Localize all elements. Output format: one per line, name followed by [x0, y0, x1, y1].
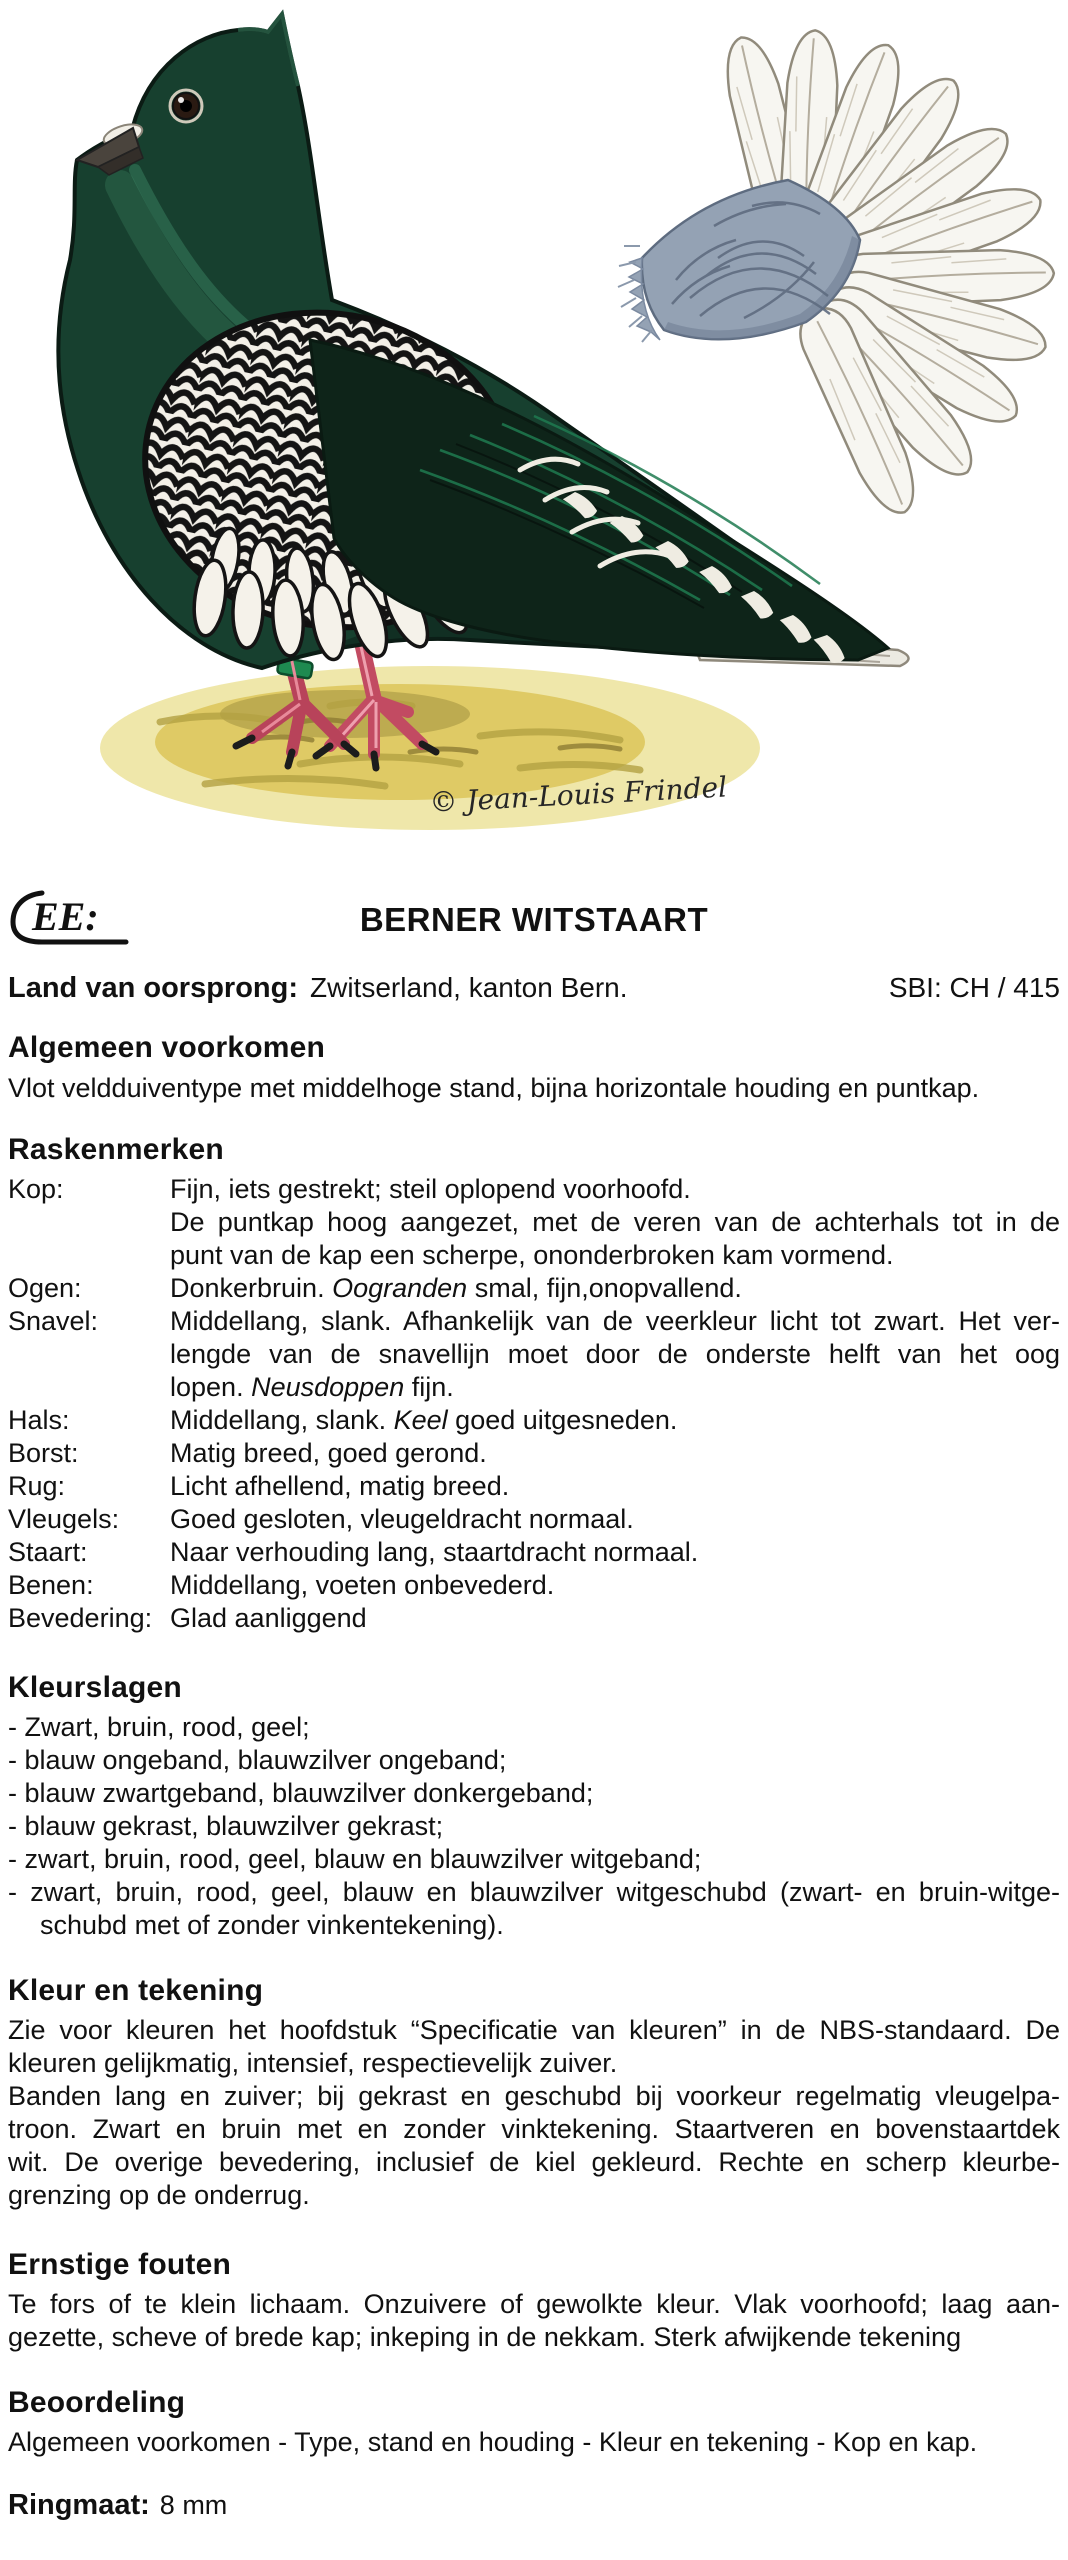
run-italic: Neusdoppen — [251, 1372, 405, 1402]
ras-term: Kop: — [8, 1174, 64, 1204]
ras-desc: Naar verhouding lang, staartdracht normaal. — [170, 1537, 699, 1567]
section-raskenmerken — [0, 1133, 1068, 1635]
kleurslag-item: - blauw gekrast, blauwzilver gekrast; — [8, 1811, 444, 1841]
ras-term: Hals: — [8, 1405, 70, 1435]
ras-desc: Middellang, voeten onbevederd. — [170, 1570, 555, 1600]
ras-term: Borst: — [8, 1438, 79, 1468]
heading-kleur-en-tekening: Kleur en tekening — [8, 1974, 264, 2007]
section-ernstige-fouten — [0, 2248, 1068, 2354]
heading-beoordeling: Beoordeling — [8, 2386, 186, 2419]
ras-line: De puntkap hoog aangezet, met de veren van de achterhals tot in de — [170, 1207, 1060, 1237]
ras-term: Rug: — [8, 1471, 66, 1501]
ras-line: Fijn, iets gestrekt; steil oplopend voorhoofd. — [170, 1174, 691, 1204]
run-italic: Oogranden — [332, 1273, 468, 1303]
ras-term: Ogen: — [8, 1273, 82, 1303]
ras-desc — [170, 1404, 1060, 1437]
kleur-line: Banden lang en zuiver; bij gekrast en geschubd bij voorkeur regelmatig vleugelpa- — [8, 2081, 1060, 2111]
artist-signature: © Jean-Louis Frindel — [428, 770, 728, 819]
ras-line — [170, 1272, 1060, 1305]
section-kleurslagen — [0, 1671, 1068, 1942]
kleurslag-item: - blauw ongeband, blauwzilver ongeband; — [8, 1745, 507, 1775]
ras-desc: Licht afhellend, matig breed. — [170, 1471, 510, 1501]
ras-line: Middellang, slank. Afhankelijk van de veerkleur licht tot zwart. Het ver- — [170, 1306, 1060, 1336]
run: smal, fijn,onopvallend. — [467, 1273, 742, 1303]
run: lopen. — [170, 1372, 252, 1402]
ras-term: Vleugels: — [8, 1504, 120, 1534]
ras-term: Staart: — [8, 1537, 88, 1567]
ras-desc: Goed gesloten, vleugeldracht normaal. — [170, 1504, 634, 1534]
ras-row-borst — [8, 1437, 1060, 1470]
kleurslag-item: - blauw zwartgeband, blauwzilver donkergeband; — [8, 1778, 594, 1808]
algemeen-text: Vlot veldduiventype met middelhoge stand, bijna horizontale houding en puntkap. — [8, 1073, 980, 1103]
kleur-line: troon. Zwart en bruin met en zonder vinktekening. Staartveren en bovenstaartdek — [8, 2114, 1060, 2144]
ras-term: Snavel: — [8, 1306, 99, 1336]
ras-line: punt van de kap een scherpe, ononderbroken kam vormend. — [170, 1240, 894, 1270]
heading-algemeen: Algemeen voorkomen — [8, 1031, 326, 1064]
sbi-code: SBI: CH / 415 — [888, 972, 1060, 1003]
ras-row-rug — [8, 1470, 1060, 1503]
ringmaat-label: Ringmaat: — [8, 2489, 150, 2521]
kleur-line: wit. De overige bevedering, inclusief de kiel gekleurd. Rechte en scherp kleurbe- — [8, 2147, 1060, 2177]
tail-fan-illustration — [618, 29, 1055, 523]
ras-row-ogen — [8, 1272, 1060, 1305]
ras-desc: Matig breed, goed gerond. — [170, 1438, 487, 1468]
ras-row-benen — [8, 1569, 1060, 1602]
ras-desc: Glad aanliggend — [170, 1603, 367, 1633]
section-kleur-en-tekening — [0, 1974, 1068, 2212]
fouten-line: Te fors of te klein lichaam. Onzuivere of gewolkte kleur. Vlak voorhoofd; laag aan- — [8, 2289, 1060, 2319]
heading-ernstige-fouten: Ernstige fouten — [8, 2248, 232, 2281]
page-title: BERNER WITSTAART — [359, 901, 709, 938]
pigeon-artwork — [0, 0, 1068, 880]
ras-desc — [170, 1173, 1060, 1272]
kleurslag-item-continuation: schubd met of zonder vinkentekening). — [40, 1910, 504, 1940]
ras-line: lengde van de snavellijn moet door de onderste helft van het oog — [170, 1339, 1060, 1369]
kleur-line: Zie voor kleuren het hoofdstuk “Specificatie van kleuren” in de NBS-standaard. De — [8, 2015, 1060, 2045]
run: goed uitgesneden. — [447, 1405, 678, 1435]
heading-kleurslagen: Kleurslagen — [8, 1671, 182, 1704]
ras-line — [170, 1371, 1060, 1404]
ras-row-kop — [8, 1173, 1060, 1272]
beoordeling-text: Algemeen voorkomen - Type, stand en houding - Kleur en tekening - Kop en kap. — [8, 2427, 978, 2457]
ras-row-bevedering — [8, 1602, 1060, 1635]
ras-row-hals — [8, 1404, 1060, 1437]
kleurslag-item: - zwart, bruin, rood, geel, blauw en blauwzilver witgeband; — [8, 1844, 702, 1874]
origin-label: Land van oorsprong: — [8, 972, 298, 1004]
ras-term: Benen: — [8, 1570, 94, 1600]
fouten-line: gezette, scheve of brede kap; inkeping in de nekkam. Sterk afwijkende tekening — [8, 2322, 962, 2352]
run-italic: Keel — [393, 1405, 448, 1435]
origin-row — [0, 972, 1068, 1005]
ras-row-vleugels — [8, 1503, 1060, 1536]
run: Donkerbruin. — [170, 1273, 333, 1303]
ras-row-snavel — [8, 1305, 1060, 1404]
heading-raskenmerken: Raskenmerken — [8, 1133, 224, 1166]
section-algemeen-voorkomen — [0, 1031, 1068, 1105]
ee-logo — [8, 888, 158, 952]
kleurslag-item: - Zwart, bruin, rood, geel; — [8, 1712, 310, 1742]
ras-desc — [170, 1305, 1060, 1404]
ringmaat-value: 8 mm — [159, 2490, 228, 2520]
ras-line — [170, 1404, 1060, 1437]
pigeon-illustration-svg — [0, 0, 1068, 880]
run: fijn. — [404, 1372, 454, 1402]
ras-row-staart — [8, 1536, 1060, 1569]
ras-desc — [170, 1272, 1060, 1305]
kleur-line: grenzing op de onderrug. — [8, 2180, 310, 2210]
kleur-line: kleuren gelijkmatig, intensief, respectievelijk zuiver. — [8, 2048, 618, 2078]
kleurslag-item: - zwart, bruin, rood, geel, blauw en blauwzilver witgeschubd (zwart- en bruin-witge- — [8, 1877, 1060, 1907]
ee-logo-text: EE: — [32, 894, 99, 939]
ras-term: Bevedering: — [8, 1603, 153, 1633]
section-beoordeling — [0, 2386, 1068, 2459]
header — [0, 888, 1068, 952]
ringmaat-row — [0, 2489, 1068, 2522]
run: Middellang, slank. — [170, 1405, 394, 1435]
origin-value: Zwitserland, kanton Bern. — [310, 972, 628, 1003]
